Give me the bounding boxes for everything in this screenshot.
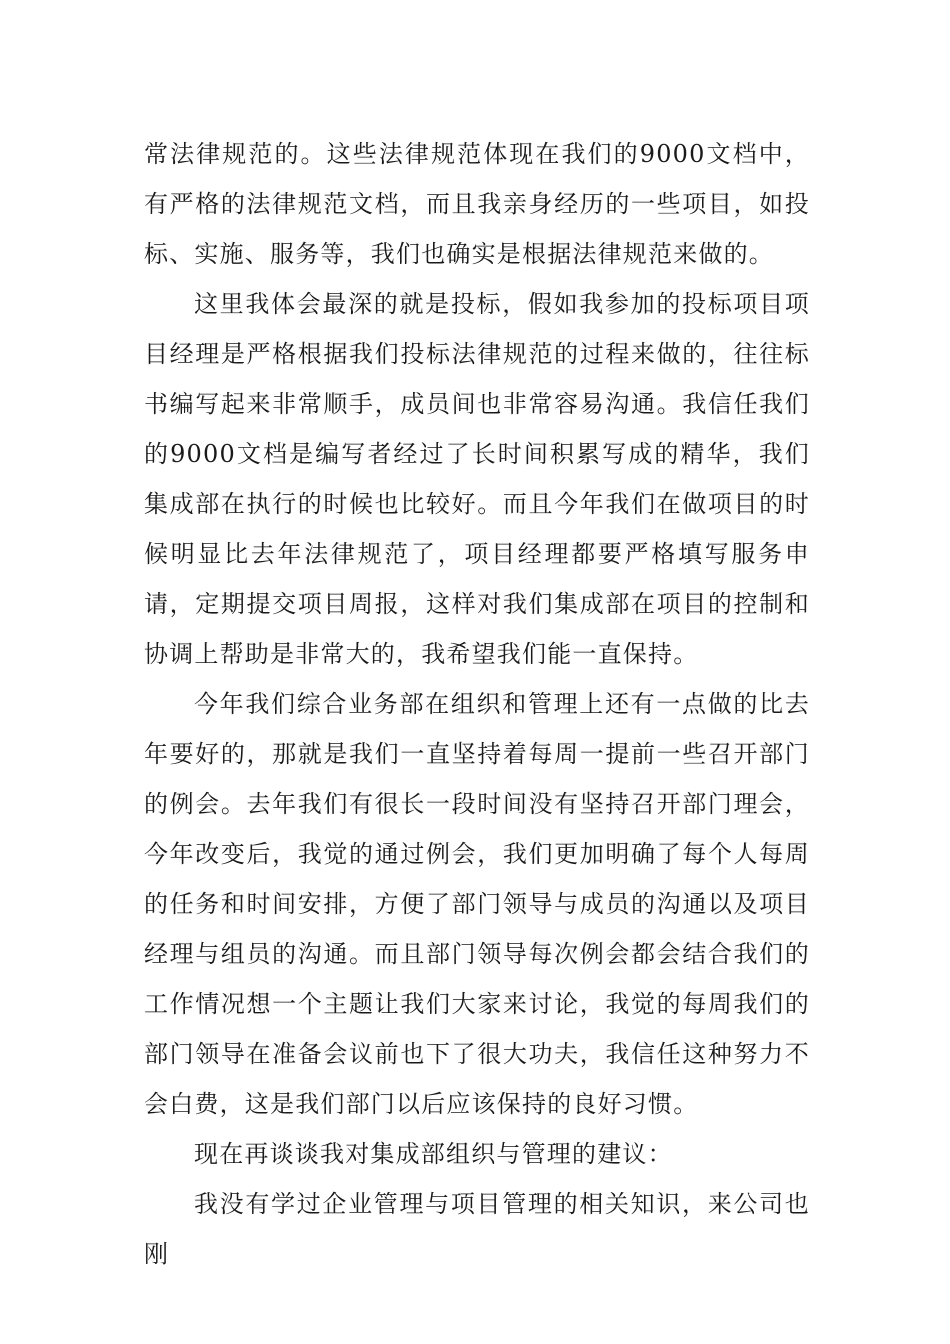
paragraph-2: 这里我体会最深的就是投标，假如我参加的投标项目项目经理是严格根据我们投标法律规范的过程来做的，往往标书编写起来非常顺手，成员间也非常容易沟通。我信任我们的9000文档是编写者经过了长时间积累写成的精华，我们集成部在执行的时候也比较好。而且今年我们在做项目的时候明显比去年法律规范了，项目经理都要严格填写服务申请，定期提交项目周报，这样对我们集成部在项目的控制和协调上帮助是非常大的，我希望我们能一直保持。 [144, 290, 810, 668]
paragraph-5: 我没有学过企业管理与项目管理的相关知识，来公司也刚 [144, 1190, 810, 1268]
paragraph-4: 现在再谈谈我对集成部组织与管理的建议： [194, 1140, 673, 1168]
body-text [144, 129, 810, 1279]
paragraph-3: 今年我们综合业务部在组织和管理上还有一点做的比去年要好的，那就是我们一直坚持着每周一提前一些召开部门的例会。去年我们有很长一段时间没有坚持召开部门理会，今年改变后，我觉的通过例会，我们更加明确了每个人每周的任务和时间安排，方便了部门领导与成员的沟通以及项目经理与组员的沟通。而且部门领导每次例会都会结合我们的工作情况想一个主题让我们大家来讨论，我觉的每周我们的部门领导在准备会议前也下了很大功夫，我信任这种努力不会白费，这是我们部门以后应该保持的良好习惯。 [144, 690, 810, 1118]
paragraph-1: 常法律规范的。这些法律规范体现在我们的9000文档中，有严格的法律规范文档，而且我亲身经历的一些项目，如投标、实施、服务等，我们也确实是根据法律规范来做的。 [144, 140, 810, 268]
